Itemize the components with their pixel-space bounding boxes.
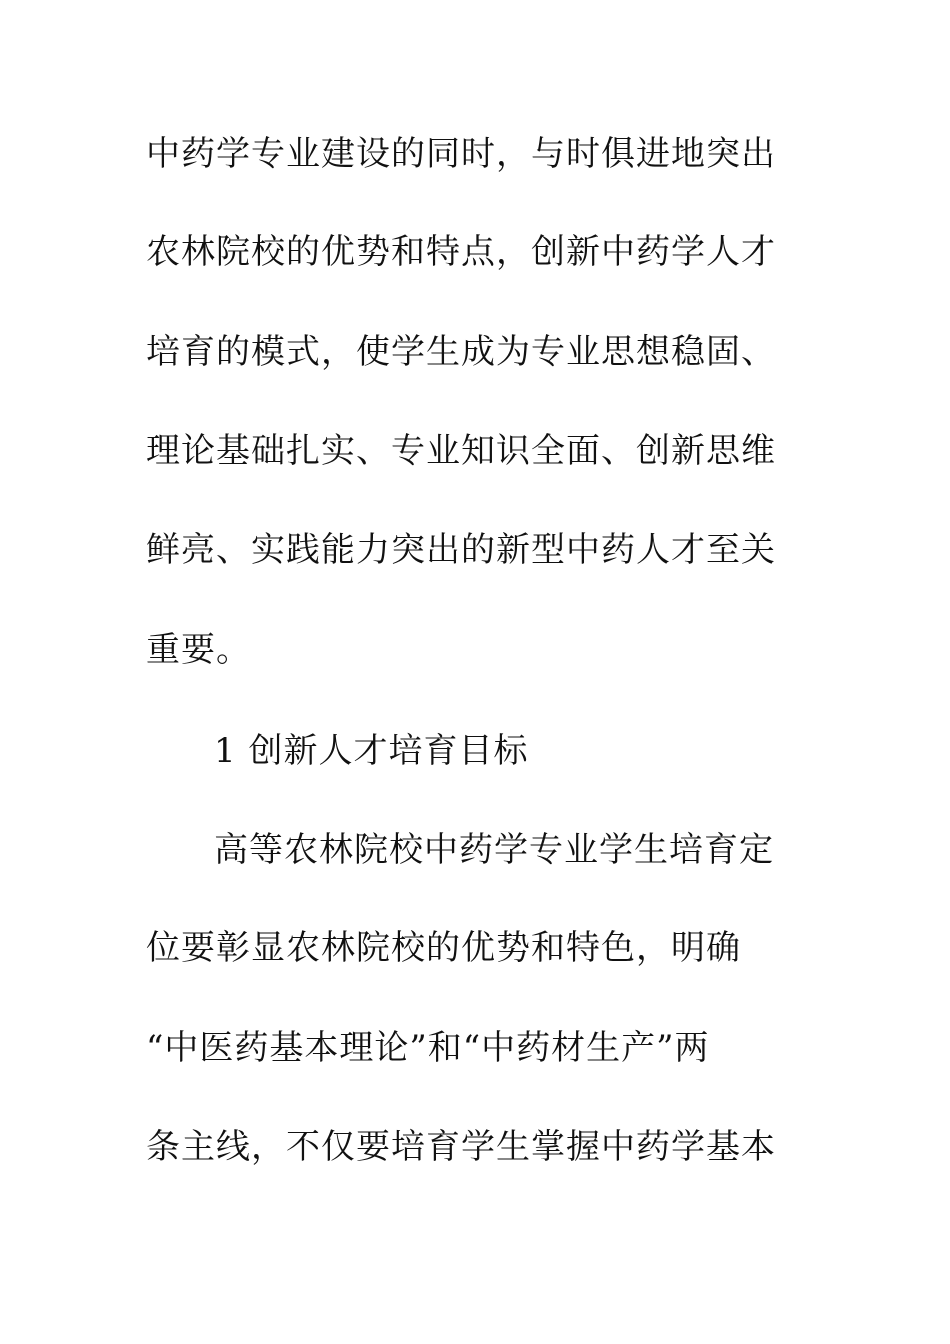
paragraph-line: “中医药基本理论”和“中药材生产”两 bbox=[146, 1028, 710, 1068]
section-heading: 1 创新人才培育目标 bbox=[214, 731, 529, 771]
paragraph-line: 位要彰显农林院校的优势和特色，明确 bbox=[146, 928, 741, 968]
paragraph-line: 重要。 bbox=[146, 630, 251, 670]
paragraph-line: 培育的模式，使学生成为专业思想稳固、 bbox=[146, 332, 776, 372]
paragraph-line: 条主线，不仅要培育学生掌握中药学基本 bbox=[146, 1127, 776, 1167]
paragraph-line: 理论基础扎实、专业知识全面、创新思维 bbox=[146, 431, 776, 471]
paragraph-line: 高等农林院校中药学专业学生培育定 bbox=[214, 830, 774, 870]
paragraph-line: 鲜亮、实践能力突出的新型中药人才至关 bbox=[146, 530, 776, 570]
paragraph-line: 中药学专业建设的同时，与时俱进地突出 bbox=[146, 134, 776, 174]
paragraph-line: 农林院校的优势和特点，创新中药学人才 bbox=[146, 232, 776, 272]
